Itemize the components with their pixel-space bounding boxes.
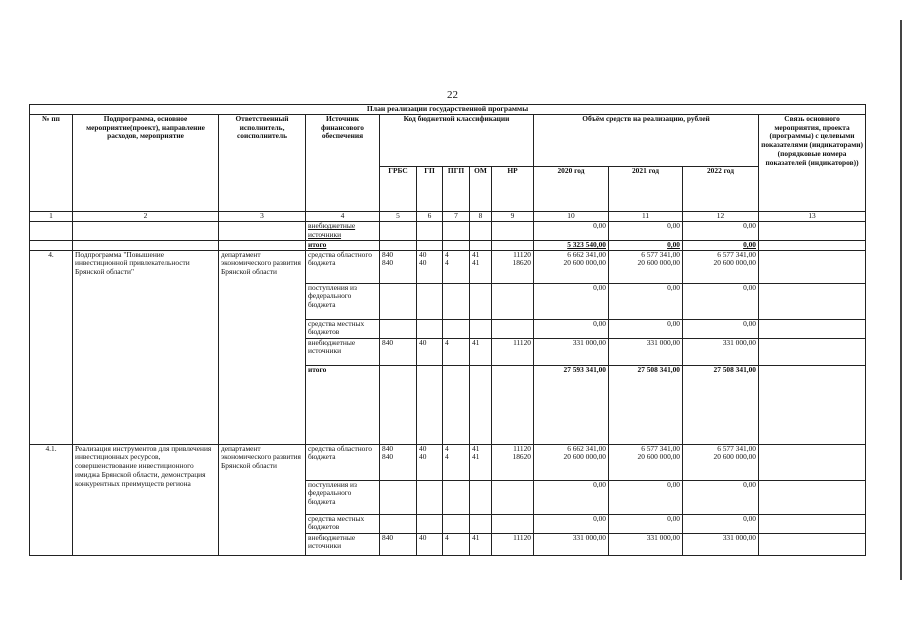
nr-cell: 11120 xyxy=(492,533,534,555)
pgp-cell xyxy=(443,480,470,514)
value-2022: 0,00 xyxy=(683,283,759,319)
value-2022: 6 577 341,00 20 600 000,00 xyxy=(683,250,759,283)
value-2022: 0,00 xyxy=(683,221,759,240)
header-subprogram: Подпрограмма, основное мероприятие(проект), направление расходов, мероприятие xyxy=(73,114,219,211)
value-2020: 0,00 xyxy=(534,480,609,514)
link-cell xyxy=(759,221,866,240)
nr-cell xyxy=(492,283,534,319)
code-cell xyxy=(470,240,492,250)
header-row-1 xyxy=(30,114,866,166)
value-2021: 6 577 341,00 20 600 000,00 xyxy=(609,444,683,480)
header-grbs: ГРБС xyxy=(380,166,417,211)
om-cell xyxy=(470,283,492,319)
subprogram-4-name: Подпрограмма "Повышение инвестиционной привлекательности Брянской области" xyxy=(73,250,219,444)
pgp-cell: 4 xyxy=(443,533,470,555)
gp-cell: 40 40 xyxy=(417,444,443,480)
source-cell: итого xyxy=(306,365,380,444)
header-2020: 2020 год xyxy=(534,166,609,211)
link-cell xyxy=(759,250,866,283)
table-row xyxy=(30,240,866,250)
value-2021: 0,00 xyxy=(609,514,683,533)
value-2022: 0,00 xyxy=(683,514,759,533)
value-2021: 0,00 xyxy=(609,240,683,250)
header-nr: НР xyxy=(492,166,534,211)
value-2020: 6 662 341,00 20 600 000,00 xyxy=(534,250,609,283)
table-row xyxy=(30,221,866,240)
value-2021: 0,00 xyxy=(609,283,683,319)
column-number-9: 9 xyxy=(492,211,534,221)
column-number-10: 10 xyxy=(534,211,609,221)
om-cell: 41 xyxy=(470,533,492,555)
program-plan-table xyxy=(29,104,866,556)
link-cell xyxy=(759,240,866,250)
link-cell xyxy=(759,338,866,365)
source-cell: внебюджетные источники xyxy=(306,533,380,555)
nr-cell xyxy=(492,480,534,514)
value-2020: 331 000,00 xyxy=(534,338,609,365)
value-2020: 0,00 xyxy=(534,319,609,338)
source-cell: внебюджетные источники xyxy=(306,221,380,240)
measure-4-1-row xyxy=(30,444,866,480)
grbs-cell xyxy=(380,283,417,319)
value-2021: 0,00 xyxy=(609,221,683,240)
om-cell: 41 41 xyxy=(470,444,492,480)
source-cell: итого xyxy=(306,240,380,250)
code-cell xyxy=(417,221,443,240)
subprogram-cell xyxy=(73,221,219,240)
gp-cell xyxy=(417,319,443,338)
link-cell xyxy=(759,444,866,480)
link-cell xyxy=(759,365,866,444)
link-cell xyxy=(759,514,866,533)
header-no: № пп xyxy=(30,114,73,211)
om-cell: 41 41 xyxy=(470,250,492,283)
page-edge-line xyxy=(900,20,902,580)
value-2022: 0,00 xyxy=(683,319,759,338)
header-volume: Объём средств на реализацию, рублей xyxy=(534,114,759,166)
pgp-cell xyxy=(443,514,470,533)
column-number-13: 13 xyxy=(759,211,866,221)
pgp-cell xyxy=(443,283,470,319)
value-2021: 331 000,00 xyxy=(609,533,683,555)
source-cell: средства местных бюджетов xyxy=(306,319,380,338)
gp-cell: 40 xyxy=(417,533,443,555)
grbs-cell: 840 840 xyxy=(380,444,417,480)
grbs-cell xyxy=(380,514,417,533)
grbs-cell: 840 840 xyxy=(380,250,417,283)
om-cell xyxy=(470,319,492,338)
column-number-11: 11 xyxy=(609,211,683,221)
header-link: Связь основного мероприятия, проекта (программы) с целевыми показателями (индикаторами) (порядковые номера показателей (индикаторов)) xyxy=(759,114,866,211)
om-cell xyxy=(470,514,492,533)
header-gp: ГП xyxy=(417,166,443,211)
value-2021: 0,00 xyxy=(609,480,683,514)
source-cell: поступления из федерального бюджета xyxy=(306,480,380,514)
executor-cell xyxy=(219,221,306,240)
value-2022: 0,00 xyxy=(683,240,759,250)
page-number: 22 xyxy=(447,89,458,101)
executor-cell xyxy=(219,240,306,250)
header-executor: Ответственный исполнитель, соисполнитель xyxy=(219,114,306,211)
link-cell xyxy=(759,533,866,555)
source-cell: средства областного бюджета xyxy=(306,444,380,480)
grbs-cell xyxy=(380,365,417,444)
value-2020: 0,00 xyxy=(534,283,609,319)
source-cell: поступления из федерального бюджета xyxy=(306,283,380,319)
nr-cell: 11120 18620 xyxy=(492,444,534,480)
link-cell xyxy=(759,480,866,514)
column-number-2: 2 xyxy=(73,211,219,221)
code-cell xyxy=(443,221,470,240)
column-numbers-row xyxy=(30,211,866,221)
no-cell xyxy=(30,240,73,250)
no-cell xyxy=(30,221,73,240)
source-cell: средства областного бюджета xyxy=(306,250,380,283)
value-2020: 331 000,00 xyxy=(534,533,609,555)
gp-cell xyxy=(417,514,443,533)
value-2022: 331 000,00 xyxy=(683,338,759,365)
subprogram-4-executor: департамент экономического развития Брянской области xyxy=(219,250,306,444)
source-cell: средства местных бюджетов xyxy=(306,514,380,533)
code-cell xyxy=(470,221,492,240)
nr-cell xyxy=(492,365,534,444)
value-2022: 27 508 341,00 xyxy=(683,365,759,444)
om-cell xyxy=(470,365,492,444)
link-cell xyxy=(759,319,866,338)
column-number-1: 1 xyxy=(30,211,73,221)
value-2020: 0,00 xyxy=(534,514,609,533)
value-2022: 331 000,00 xyxy=(683,533,759,555)
measure-4-1-name: Реализация инструментов для привлечения инвестиционных ресурсов, совершенствование инвестиционного имиджа Брянской области, демонстрация конкурентных преимуществ региона xyxy=(73,444,219,555)
om-cell xyxy=(470,480,492,514)
nr-cell xyxy=(492,319,534,338)
value-2021: 0,00 xyxy=(609,319,683,338)
header-pgp: ПГП xyxy=(443,166,470,211)
value-2021: 27 508 341,00 xyxy=(609,365,683,444)
subprogram-4-number: 4. xyxy=(30,250,73,444)
gp-cell: 40 40 xyxy=(417,250,443,283)
grbs-cell: 840 xyxy=(380,533,417,555)
nr-cell xyxy=(492,514,534,533)
om-cell: 41 xyxy=(470,338,492,365)
value-2022: 0,00 xyxy=(683,480,759,514)
column-number-6: 6 xyxy=(417,211,443,221)
source-cell: внебюджетные источники xyxy=(306,338,380,365)
link-cell xyxy=(759,283,866,319)
subprogram-4-row xyxy=(30,250,866,283)
pgp-cell: 4 4 xyxy=(443,444,470,480)
measure-4-1-executor: департамент экономического развития Брянской области xyxy=(219,444,306,555)
gp-cell xyxy=(417,480,443,514)
code-cell xyxy=(380,240,417,250)
value-2021: 331 000,00 xyxy=(609,338,683,365)
header-budget-code: Код бюджетной классификации xyxy=(380,114,534,166)
value-2020: 0,00 xyxy=(534,221,609,240)
gp-cell xyxy=(417,365,443,444)
header-source: Источник финансового обеспечения xyxy=(306,114,380,211)
measure-4-1-number: 4.1. xyxy=(30,444,73,555)
code-cell xyxy=(492,240,534,250)
value-2022: 6 577 341,00 20 600 000,00 xyxy=(683,444,759,480)
header-2021: 2021 год xyxy=(609,166,683,211)
grbs-cell xyxy=(380,480,417,514)
column-number-7: 7 xyxy=(443,211,470,221)
pgp-cell: 4 4 xyxy=(443,250,470,283)
grbs-cell: 840 xyxy=(380,338,417,365)
subprogram-cell xyxy=(73,240,219,250)
pgp-cell xyxy=(443,365,470,444)
code-cell xyxy=(380,221,417,240)
value-2020: 5 323 540,00 xyxy=(534,240,609,250)
column-number-4: 4 xyxy=(306,211,380,221)
value-2020: 6 662 341,00 20 600 000,00 xyxy=(534,444,609,480)
pgp-cell xyxy=(443,319,470,338)
nr-cell: 11120 xyxy=(492,338,534,365)
column-number-8: 8 xyxy=(470,211,492,221)
grbs-cell xyxy=(380,319,417,338)
table-title: План реализации государственной программы xyxy=(30,105,866,115)
nr-cell: 11120 18620 xyxy=(492,250,534,283)
code-cell xyxy=(417,240,443,250)
header-om: ОМ xyxy=(470,166,492,211)
pgp-cell: 4 xyxy=(443,338,470,365)
gp-cell xyxy=(417,283,443,319)
value-2020: 27 593 341,00 xyxy=(534,365,609,444)
gp-cell: 40 xyxy=(417,338,443,365)
header-2022: 2022 год xyxy=(683,166,759,211)
column-number-5: 5 xyxy=(380,211,417,221)
table-title-row xyxy=(30,105,866,115)
code-cell xyxy=(492,221,534,240)
column-number-12: 12 xyxy=(683,211,759,221)
column-number-3: 3 xyxy=(219,211,306,221)
code-cell xyxy=(443,240,470,250)
value-2021: 6 577 341,00 20 600 000,00 xyxy=(609,250,683,283)
